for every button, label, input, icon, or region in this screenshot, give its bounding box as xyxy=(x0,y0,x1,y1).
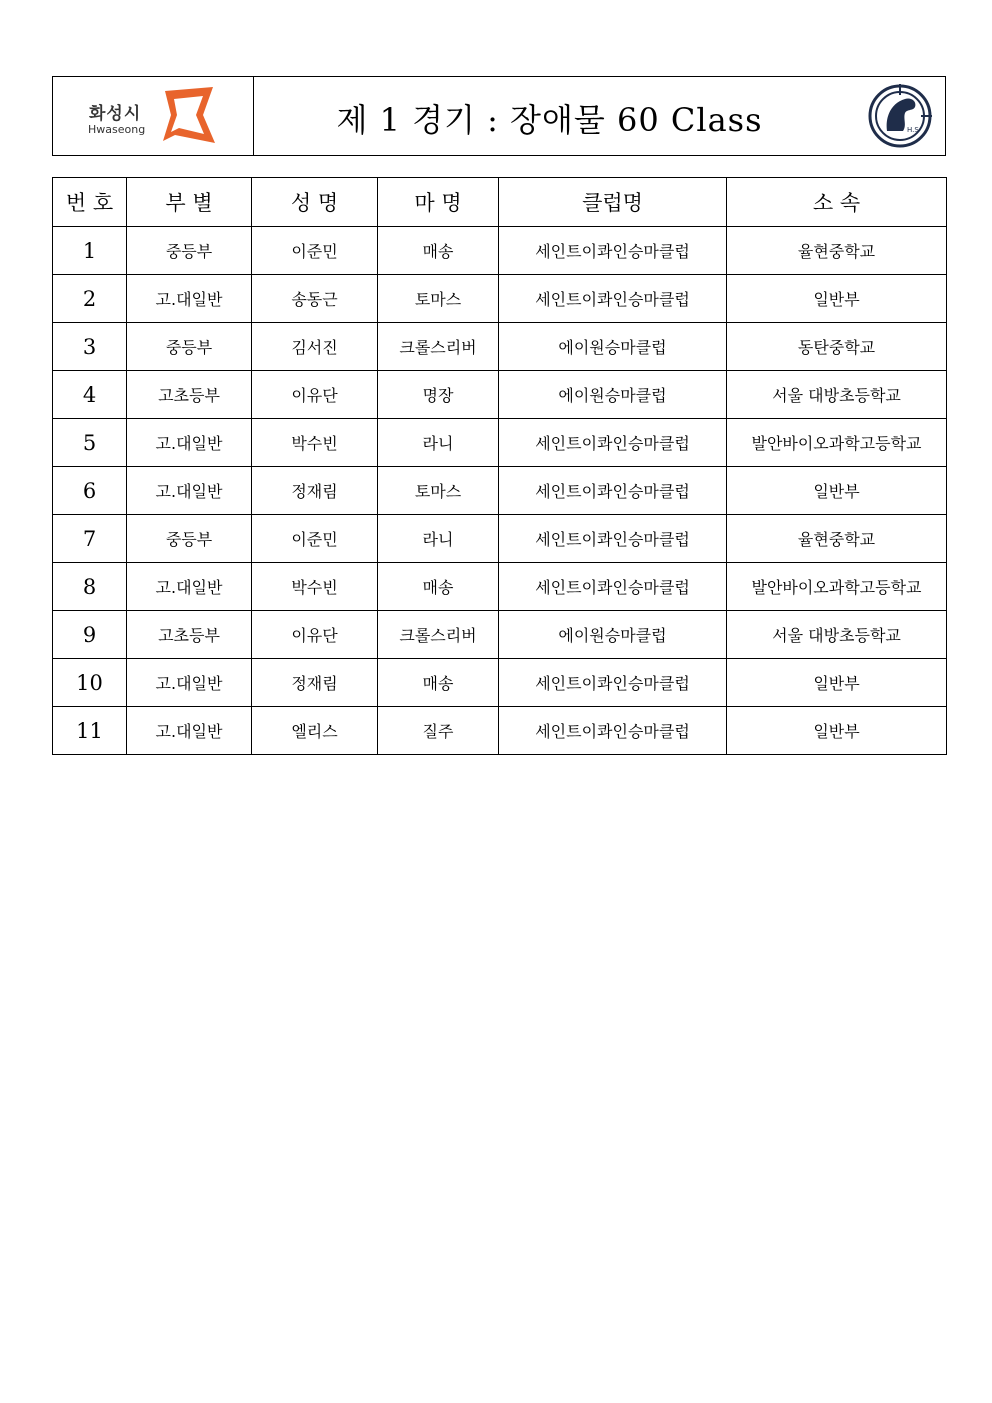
star-logo-icon xyxy=(159,85,219,147)
cell-rider-name: 송동근 xyxy=(252,275,378,323)
cell-division: 중등부 xyxy=(127,515,252,563)
cell-division: 고초등부 xyxy=(127,611,252,659)
cell-division: 중등부 xyxy=(127,227,252,275)
cell-horse-name: 크롤스리버 xyxy=(378,611,499,659)
cell-number: 11 xyxy=(53,707,127,755)
cell-horse-name: 라니 xyxy=(378,515,499,563)
cell-club-name: 세인트이콰인승마클럽 xyxy=(499,467,727,515)
title-cell xyxy=(254,77,945,155)
cell-division: 고.대일반 xyxy=(127,467,252,515)
cell-horse-name: 매송 xyxy=(378,659,499,707)
cell-affiliation: 일반부 xyxy=(727,659,947,707)
horse-emblem-icon xyxy=(867,83,933,149)
header-rider-name: 성 명 xyxy=(252,178,378,227)
cell-rider-name: 이준민 xyxy=(252,515,378,563)
cell-club-name: 세인트이콰인승마클럽 xyxy=(499,419,727,467)
header-affiliation: 소 속 xyxy=(727,178,947,227)
cell-club-name: 세인트이콰인승마클럽 xyxy=(499,563,727,611)
cell-rider-name: 정재림 xyxy=(252,467,378,515)
cell-affiliation: 발안바이오과학고등학교 xyxy=(727,419,947,467)
cell-club-name: 에이원승마클럽 xyxy=(499,611,727,659)
table-row xyxy=(53,611,947,659)
table-row xyxy=(53,563,947,611)
table-row xyxy=(53,515,947,563)
table-header-row xyxy=(53,178,947,227)
table-row xyxy=(53,275,947,323)
cell-horse-name: 토마스 xyxy=(378,467,499,515)
table-row xyxy=(53,467,947,515)
cell-affiliation: 동탄중학교 xyxy=(727,323,947,371)
cell-division: 고.대일반 xyxy=(127,707,252,755)
cell-club-name: 세인트이콰인승마클럽 xyxy=(499,515,727,563)
cell-affiliation: 서울 대방초등학교 xyxy=(727,371,947,419)
emblem-label: H.S xyxy=(907,126,919,134)
cell-number: 3 xyxy=(53,323,127,371)
cell-rider-name: 이준민 xyxy=(252,227,378,275)
cell-club-name: 세인트이콰인승마클럽 xyxy=(499,659,727,707)
cell-number: 6 xyxy=(53,467,127,515)
cell-affiliation: 율현중학교 xyxy=(727,227,947,275)
cell-number: 4 xyxy=(53,371,127,419)
table-row xyxy=(53,227,947,275)
entries-table xyxy=(52,177,947,755)
table-row xyxy=(53,659,947,707)
cell-rider-name: 정재림 xyxy=(252,659,378,707)
cell-club-name: 세인트이콰인승마클럽 xyxy=(499,275,727,323)
document-header xyxy=(52,76,946,156)
cell-affiliation: 발안바이오과학고등학교 xyxy=(727,563,947,611)
header-club-name: 클럽명 xyxy=(499,178,727,227)
table-row xyxy=(53,371,947,419)
cell-number: 5 xyxy=(53,419,127,467)
cell-horse-name: 크롤스리버 xyxy=(378,323,499,371)
cell-rider-name: 박수빈 xyxy=(252,563,378,611)
cell-division: 고초등부 xyxy=(127,371,252,419)
cell-club-name: 에이원승마클럽 xyxy=(499,371,727,419)
cell-division: 고.대일반 xyxy=(127,563,252,611)
cell-affiliation: 율현중학교 xyxy=(727,515,947,563)
cell-horse-name: 명장 xyxy=(378,371,499,419)
cell-number: 10 xyxy=(53,659,127,707)
cell-number: 1 xyxy=(53,227,127,275)
cell-horse-name: 라니 xyxy=(378,419,499,467)
cell-club-name: 세인트이콰인승마클럽 xyxy=(499,707,727,755)
table-row xyxy=(53,323,947,371)
header-number: 번 호 xyxy=(53,178,127,227)
cell-affiliation: 일반부 xyxy=(727,707,947,755)
cell-number: 2 xyxy=(53,275,127,323)
cell-rider-name: 김서진 xyxy=(252,323,378,371)
cell-division: 고.대일반 xyxy=(127,275,252,323)
cell-horse-name: 매송 xyxy=(378,227,499,275)
cell-affiliation: 일반부 xyxy=(727,275,947,323)
cell-horse-name: 매송 xyxy=(378,563,499,611)
cell-number: 7 xyxy=(53,515,127,563)
table-row xyxy=(53,419,947,467)
cell-division: 고.대일반 xyxy=(127,659,252,707)
header-horse-name: 마 명 xyxy=(378,178,499,227)
city-logo-korean: 화성시 xyxy=(89,104,142,124)
cell-club-name: 세인트이콰인승마클럽 xyxy=(499,227,727,275)
page-title: 제 1 경기 : 장애물 60 Class xyxy=(336,101,763,139)
cell-horse-name: 질주 xyxy=(378,707,499,755)
header-division: 부 별 xyxy=(127,178,252,227)
cell-club-name: 에이원승마클럽 xyxy=(499,323,727,371)
city-logo xyxy=(53,77,254,155)
cell-rider-name: 이유단 xyxy=(252,611,378,659)
cell-affiliation: 일반부 xyxy=(727,467,947,515)
cell-rider-name: 박수빈 xyxy=(252,419,378,467)
table-row xyxy=(53,707,947,755)
cell-rider-name: 이유단 xyxy=(252,371,378,419)
cell-number: 8 xyxy=(53,563,127,611)
cell-division: 중등부 xyxy=(127,323,252,371)
cell-horse-name: 토마스 xyxy=(378,275,499,323)
cell-affiliation: 서울 대방초등학교 xyxy=(727,611,947,659)
cell-division: 고.대일반 xyxy=(127,419,252,467)
cell-rider-name: 엘리스 xyxy=(252,707,378,755)
cell-number: 9 xyxy=(53,611,127,659)
city-logo-english: Hwaseong xyxy=(88,123,146,136)
